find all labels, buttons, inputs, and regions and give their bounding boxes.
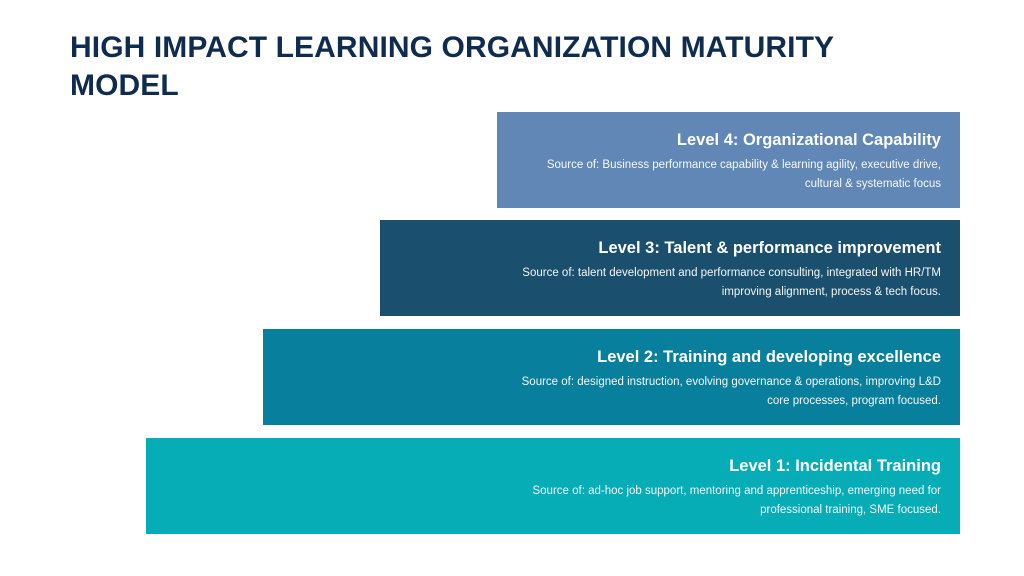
- level-3-title: Level 3: Talent & performance improvement: [598, 239, 941, 257]
- level-1-description: Source of: ad-hoc job support, mentoring and apprenticeship, emerging need for professional training, SME focused.: [532, 485, 941, 516]
- level-4-title: Level 4: Organizational Capability: [676, 131, 941, 149]
- level-2-description: Source of: designed instruction, evolving governance & operations, improving L&D core processes, program focused.: [521, 376, 941, 407]
- level-3-description: Source of: talent development and performance consulting, integrated with HR/TM improving alignment, process & tech focus.: [522, 267, 941, 298]
- level-4-block: [497, 112, 960, 208]
- level-4-description: Source of: Business performance capability & learning agility, executive drive, cultural & systematic focus: [546, 159, 941, 190]
- page-title: HIGH IMPACT LEARNING ORGANIZATION MATURITY MODEL: [70, 31, 834, 102]
- level-1-block: [146, 438, 960, 534]
- level-2-title: Level 2: Training and developing excellence: [597, 348, 941, 366]
- level-2-block: [263, 329, 960, 425]
- level-3-block: [380, 220, 960, 316]
- level-1-title: Level 1: Incidental Training: [729, 457, 941, 475]
